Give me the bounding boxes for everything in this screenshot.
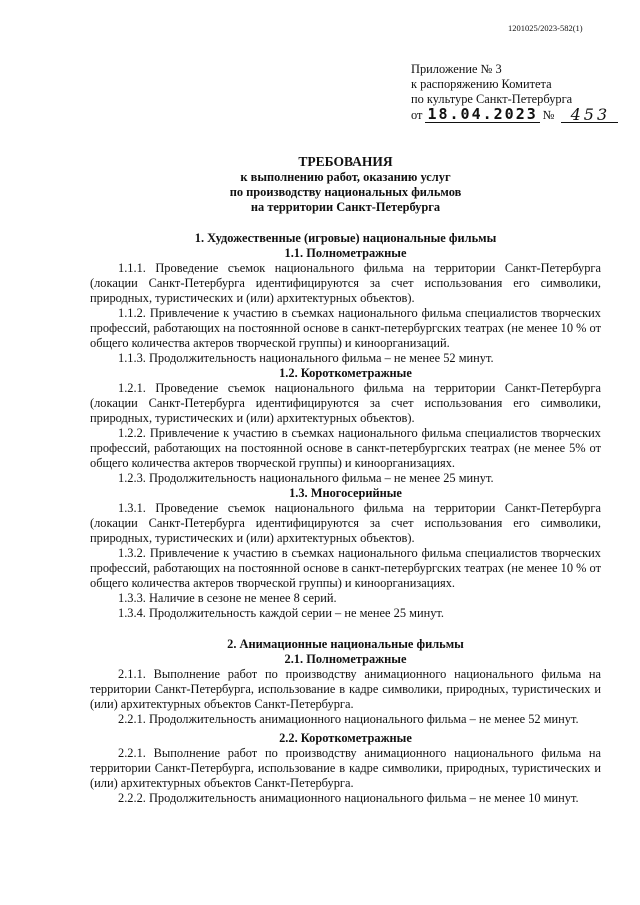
paragraph: 1.2.1. Проведение съемок национального фильма на территории Санкт-Петербурга (локации Санкт-Петербурга идентифицируются за счет использования его символики, природных, туристических и (или) архитектурных объектов). [90,381,601,425]
paragraph: 1.2.3. Продолжительность национального фильма – не менее 25 минут. [118,471,494,485]
handwritten-date: 18.04.2023 [427,105,538,123]
paragraph: 1.3.3. Наличие в сезоне не менее 8 серий. [118,591,337,605]
number-label: № [542,108,555,122]
title-line-3: на территории Санкт-Петербурга [250,200,441,214]
appendix-label: Приложение № 3 [411,62,502,76]
paragraph: 1.1.3. Продолжительность национального фильма – не менее 52 минут. [118,351,494,365]
document-title: ТРЕБОВАНИЯ [298,154,393,169]
paragraph: 2.2.1. Продолжительность анимационного национального фильма – не менее 52 минут. [118,712,579,726]
subsection-2-2-heading: 2.2. Короткометражные [279,731,412,745]
date-prefix: от [411,108,423,122]
document-id: 1201025/2023-582(1) [508,23,583,33]
section-2-heading: 2. Анимационные национальные фильмы [227,637,464,651]
committee-label: по культуре Санкт-Петербурга [411,92,573,106]
paragraph: 2.2.2. Продолжительность анимационного национального фильма – не менее 10 минут. [118,791,579,805]
paragraph: 1.3.1. Проведение съемок национального фильма на территории Санкт-Петербурга (локации Санкт-Петербурга идентифицируются за счет использования его символики, природных, туристических и (или) архитектурных объектов). [90,501,601,545]
handwritten-number: 453 [561,107,619,123]
addressee-block [411,62,611,123]
title-line-2: по производству национальных фильмов [229,185,462,199]
subsection-1-1-heading: 1.1. Полнометражные [284,246,407,260]
paragraph: 1.3.4. Продолжительность каждой серии – не менее 25 минут. [118,606,444,620]
date-line [411,107,611,123]
title-line-1: к выполнению работ, оказанию услуг [240,170,451,184]
document-body [90,154,601,806]
section-1-heading: 1. Художественные (игровые) национальные фильмы [194,231,497,245]
subsection-2-1-heading: 2.1. Полнометражные [284,652,407,666]
subsection-1-3-heading: 1.3. Многосерийные [289,486,402,500]
paragraph: 2.1.1. Выполнение работ по производству анимационного национального фильма на территории Санкт-Петербурга, использование в кадре символики, природных, туристических и (или) архитектурных объектов Санкт-Петербурга. [90,667,601,711]
paragraph: 1.1.2. Привлечение к участию в съемках национального фильма специалистов творческих профессий, работающих на постоянной основе в санкт-петербургских театрах (не менее 10 % от общего количества актеров творческой группы) и киноорганизаций. [90,306,601,350]
paragraph: 1.3.2. Привлечение к участию в съемках национального фильма специалистов творческих профессий, работающих на постоянной основе в санкт-петербургских театрах (не менее 10 % от общего количества актеров творческой группы) и киноорганизациях. [90,546,601,590]
paragraph: 1.1.1. Проведение съемок национального фильма на территории Санкт-Петербурга (локации Санкт-Петербурга идентифицируются за счет использования его символики, природных, туристических и (или) архитектурных объектов). [90,261,601,305]
order-label: к распоряжению Комитета [411,77,552,91]
paragraph: 1.2.2. Привлечение к участию в съемках национального фильма специалистов творческих профессий, работающих на постоянной основе в санкт-петербургских театрах (не менее 5% от общего количества актеров творческой группы) и киноорганизациях. [90,426,601,470]
subsection-1-2-heading: 1.2. Короткометражные [279,366,412,380]
paragraph: 2.2.1. Выполнение работ по производству анимационного национального фильма на территории Санкт-Петербурга, использование в кадре символики, природных, туристических и (или) архитектурных объектов Санкт-Петербурга. [90,746,601,790]
